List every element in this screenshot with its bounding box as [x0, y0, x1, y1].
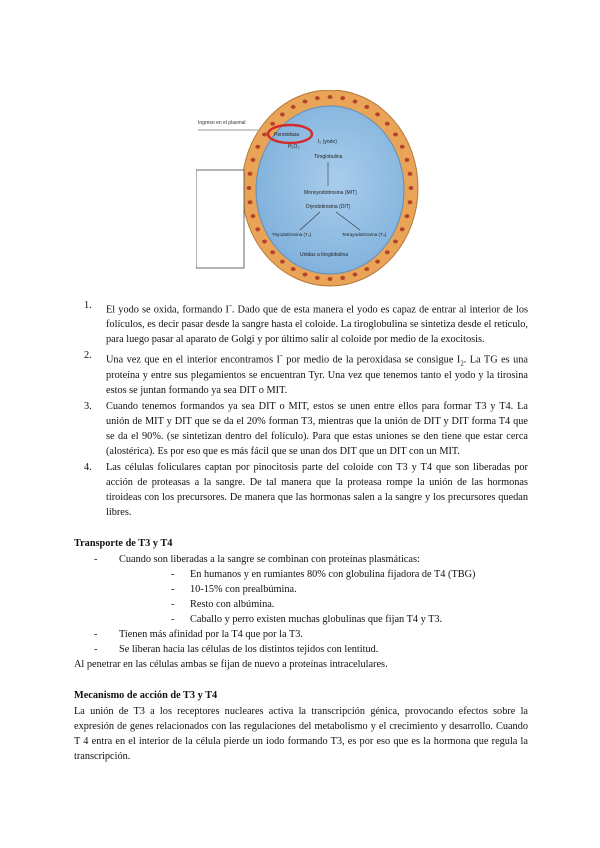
step-item-4: 4. Las células foliculares captan por pinocitosis parte del coloide con T3 y T4 que son liberadas por acción de proteasas a la sangre. De tal manera que la proteasa rompe la unión de las hormonas tiroideas con los precursores. De manera que las hormonas salen a la sangre y los precursores quedan libres.	[84, 461, 528, 518]
mecanismo-heading: Mecanismo de acción de T3 y T4	[74, 689, 218, 701]
transporte-sublist	[119, 567, 528, 627]
cell-nucleus	[262, 240, 267, 244]
transporte-item: - Tienen más afinidad por la T4 que por la T3.	[94, 628, 303, 640]
t3-label: Triyodotironina (T₃)	[272, 232, 312, 237]
transporte-closing: Al penetrar en las células ambas se fijan de nuevo a proteínas intracelulares.	[74, 658, 388, 670]
mecanismo-text: La unión de T3 a los receptores nucleares activa la transcripción génica, provocando efectos sobre la expresión de genes relacionados con las regulaciones del metabolismo y el crecimiento y desarrollo. Cuando T 4 entra en el interior de la célula pierde un iodo formando T3, es por eso que es la hormona que regula la transcripción.	[74, 705, 528, 762]
cell-nucleus	[251, 158, 256, 162]
cell-nucleus	[385, 250, 390, 254]
cell-nucleus	[303, 100, 308, 104]
cell-nucleus	[291, 267, 296, 271]
cell-nucleus	[400, 145, 405, 149]
cell-nucleus	[405, 214, 410, 218]
cell-nucleus	[340, 276, 345, 280]
transporte-item: - Se liberan hacia las células de los distintos tejidos con lentitud.	[94, 643, 379, 655]
cell-nucleus	[328, 277, 333, 281]
synthesis-steps	[74, 298, 528, 520]
cell-nucleus	[280, 260, 285, 264]
step-item-1: 1. El yodo se oxida, formando I-. Dado que de esta manera el yodo es capaz de entrar al interior de los folículos, es decir pasar desde la sangre hasta el coloide. La tiroglobulina se sintetiza desde el retículo, para luego pasar al aparato de Golgi y por último salir al coloide por medio de la exocitosis.	[84, 300, 528, 346]
membrane-label: Ingreso en el plasmal	[198, 120, 246, 126]
cell-nucleus	[408, 172, 413, 176]
thyroid-follicle-diagram	[196, 90, 420, 290]
cell-nucleus	[375, 112, 380, 116]
dit-label: Diyodotirosina (DIT)	[306, 204, 351, 210]
bottom-label: Unidas a tiroglobulina	[300, 252, 349, 258]
cell-nucleus	[303, 273, 308, 277]
tg-label: Tiroglobulina	[314, 154, 343, 160]
cell-nucleus	[280, 112, 285, 116]
t4-label: Tetrayodotironina (T₄)	[342, 232, 387, 237]
cell-nucleus	[255, 145, 260, 149]
cell-nucleus	[291, 105, 296, 109]
cell-nucleus	[408, 200, 413, 204]
cell-nucleus	[270, 122, 275, 126]
sub-item: - En humanos y en rumiantes 80% con globulina fijadora de T4 (TBG)	[171, 568, 476, 580]
cell-nucleus	[393, 240, 398, 244]
cell-nucleus	[315, 276, 320, 280]
cell-nucleus	[385, 122, 390, 126]
mit-label: Monoyodotirosina (MIT)	[304, 190, 357, 196]
sub-item: - Resto con albúmina.	[171, 598, 275, 610]
sub-item: - 10-15% con prealbúmina.	[171, 583, 297, 595]
cell-nucleus	[255, 227, 260, 231]
transporte-intro: - Cuando son liberadas a la sangre se combinan con proteínas plasmáticas: - En humanos y en rumiantes 80% con globulina fijadora de T4 (TBG) - 10-15% con prealbúmina. - Resto con albúmina. - Caballo y perro existen muchas globulinas que fijan T4 y T3.	[74, 552, 528, 627]
cell-nucleus	[364, 105, 369, 109]
cell-nucleus	[262, 133, 267, 137]
document-body	[74, 298, 528, 764]
cell-nucleus	[364, 267, 369, 271]
cell-nucleus	[315, 96, 320, 100]
cell-nucleus	[270, 250, 275, 254]
step-item-3: 3. Cuando tenemos formandos ya sea DIT o MIT, estos se unen entre ellos para formar T3 y T4. La unión de MIT y DIT que se da el 20% forman T3, mientras que la unión de DIT y DIT forma T4 que se da el 90%. (se sintetizan dentro del folículo). Para que estas uniones se den tiene que estar cerca (alostérica). Es por eso que es más fácil que se unan dos DIT que un DIT con un MIT.	[84, 400, 528, 457]
cutaway-panel	[196, 170, 244, 268]
peroxidase-label: Peroxidasa	[274, 132, 300, 138]
cell-nucleus	[328, 95, 333, 99]
cell-nucleus	[248, 172, 253, 176]
cell-nucleus	[247, 186, 252, 190]
cell-nucleus	[400, 227, 405, 231]
cell-nucleus	[248, 200, 253, 204]
h2o2-label: H₂O₂	[288, 144, 300, 150]
cell-nucleus	[405, 158, 410, 162]
cell-nucleus	[409, 186, 414, 190]
cell-nucleus	[353, 100, 358, 104]
transporte-list	[74, 552, 528, 657]
step-item-2: 2. Una vez que en el interior encontramos I- por medio de la peroxidasa se consigue $I_2$. La TG es una proteína y entre sus plegamientos se encuentran Tyr. Una vez que tenemos tanto el yodo y la tirosina estos se juntan formando ya sea DIT o MIT.	[84, 350, 529, 396]
cell-nucleus	[251, 214, 256, 218]
sub-item: - Caballo y perro existen muchas globulinas que fijan T4 y T3.	[171, 613, 443, 625]
cell-nucleus	[375, 260, 380, 264]
cell-nucleus	[353, 273, 358, 277]
iodine-label: I₂ (yodo)	[318, 139, 337, 145]
cell-nucleus	[393, 133, 398, 137]
transporte-heading: Transporte de T3 y T4	[74, 537, 173, 549]
cell-nucleus	[340, 96, 345, 100]
